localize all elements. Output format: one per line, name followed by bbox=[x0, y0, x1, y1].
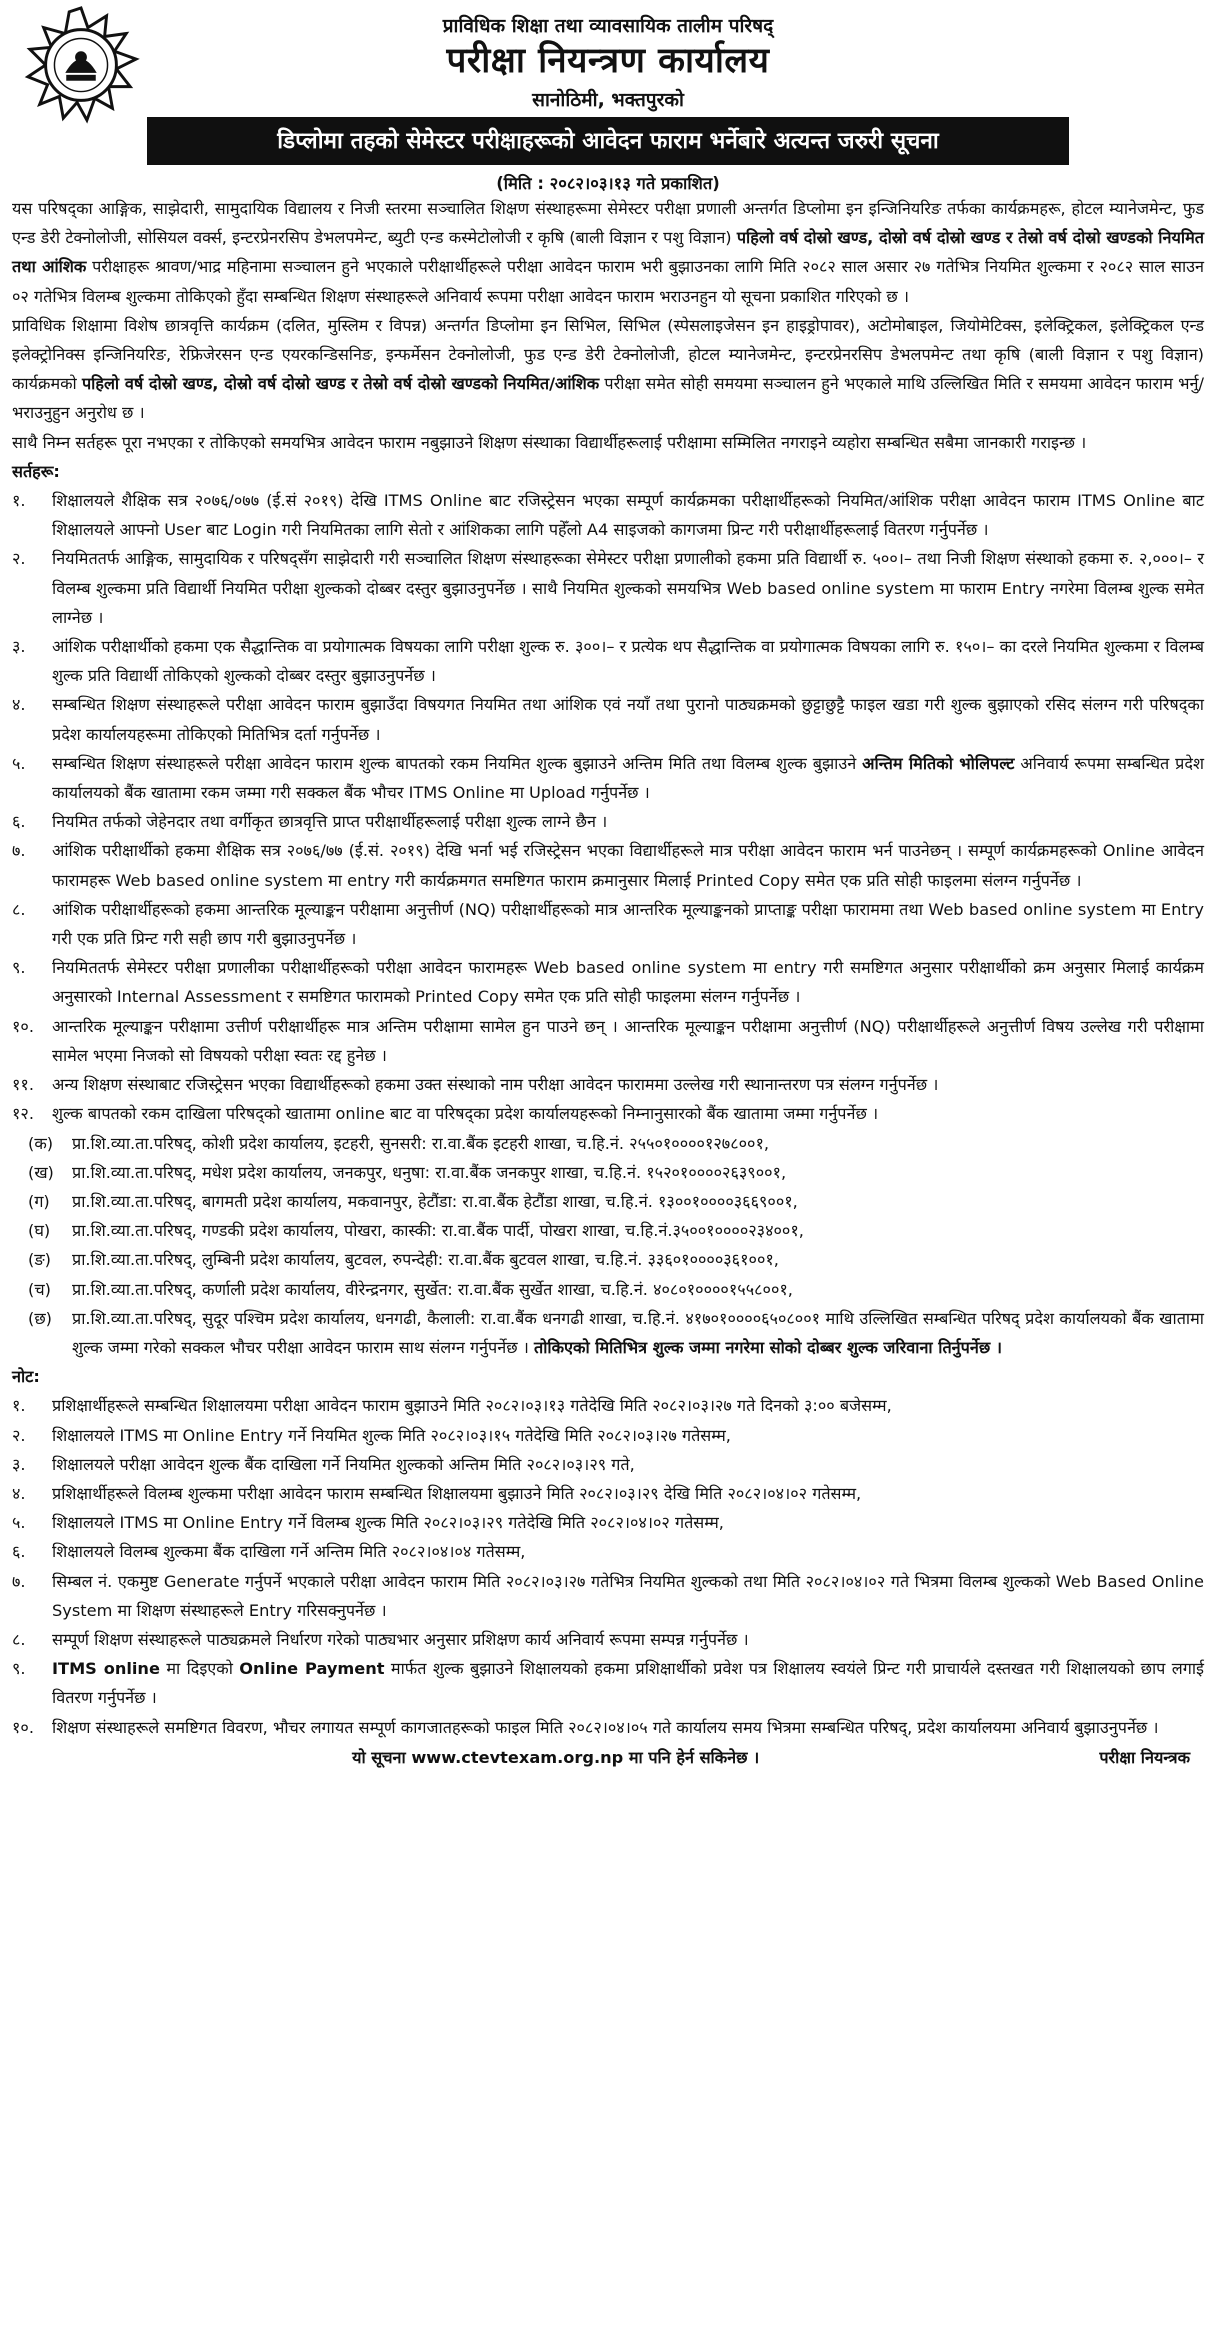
conditions-heading: सर्तहरू: bbox=[12, 461, 60, 481]
condition-item: ९. नियमिततर्फ सेमेस्टर परीक्षा प्रणालीका परीक्षार्थीहरूको परीक्षा आवेदन फारामहरू Web based online system मा entry गरी समष्टिगत अनुसार परीक्षार्थीको क्रम अनुसार मिलाई कार्यक्रम अनुसारको Internal Assessment र समष्टिगत फारामको Printed Copy समेत एक प्रति सोही फाइलमा संलग्न गर्नुपर्नेछ । bbox=[12, 958, 1204, 1007]
condition-item: ७. आंशिक परीक्षार्थीको हकमा शैक्षिक सत्र २०७६/७७ (ई.सं. २०१९) देखि भर्ना भई रजिस्ट्रेसन भएका विद्यार्थीहरूले मात्र परीक्षा आवेदन फाराम भर्न पाउनेछन् । सम्पूर्ण कार्यक्रमहरूको Online आवेदन फारामहरू Web based online system मा entry गरी कार्यक्रमगत समष्टिगत फाराम क्रमानुसार मिलाई Printed Copy समेत एक प्रति सोही फाइलमा संलग्न गर्नुपर्नेछ । bbox=[12, 841, 1204, 890]
office-name: परीक्षा नियन्त्रण कार्यालय bbox=[446, 41, 770, 81]
condition-item: ८. आंशिक परीक्षार्थीहरूको हकमा आन्तरिक मूल्याङ्कन परीक्षामा अनुत्तीर्ण (NQ) परीक्षार्थीहरूको मात्र आन्तरिक मूल्याङ्कनको प्राप्ताङ्क परीक्षा फाराममा तथा Web based online system मा Entry गरी एक प्रति प्रिन्ट गरी सही छाप गरी बुझाउनुपर्नेछ । bbox=[12, 899, 1204, 949]
office-location: सानोठिमी, भक्तपुरको bbox=[532, 89, 684, 111]
notice-title: डिप्लोमा तहको सेमेस्टर परीक्षाहरूको आवेदन फाराम भर्नेबारे अत्यन्त जरुरी सूचना bbox=[147, 117, 1069, 165]
website-line: यो सूचना www.ctevtexam.org.np मा पनि हेर्न सकिनेछ । bbox=[352, 1747, 760, 1767]
intro-paragraph-1: यस परिषद्का आङ्गिक, साझेदारी, सामुदायिक विद्यालय र निजी स्तरमा सञ्चालित शिक्षण संस्थाहरूमा सेमेस्टर परीक्षा प्रणाली अन्तर्गत डिप्लोमा इन इन्जिनियरिङ तर्फका कार्यक्रमहरू, होटल म्यानेजमेन्ट, फुड एन्ड डेरी टेक्नोलोजी, सोसियल वर्क्स, इन्टरप्रेनरसिप डेभलपमेन्ट, ब्युटी एन्ड कस्मेटोलोजी र कृषि (बाली विज्ञान र पशु विज्ञान) पहिलो वर्ष दोस्रो खण्ड, दोस्रो वर्ष दोस्रो खण्ड र तेस्रो वर्ष दोस्रो खण्डको नियमित तथा आंशिक परीक्षाहरू श्रावण/भाद्र महिनामा सञ्चालन हुने भएकाले परीक्षार्थीहरूले परीक्षा आवेदन फाराम भरी बुझाउनका लागि मिति २०८२ साल असार २७ गतेभित्र नियमित शुल्कमा र २०८२ साल साउन ०२ गतेभित्र विलम्ब शुल्कमा तोकिएको हुँदा सम्बन्धित शिक्षण संस्थाहरूले अनिवार्य रूपमा परीक्षा आवेदन फाराम भराउनहुन यो सूचना प्रकाशित गरिएको छ । bbox=[12, 199, 1204, 306]
note-item: ९. ITMS online मा दिइएको Online Payment मार्फत शुल्क बुझाउने शिक्षालयको हकमा प्रशिक्षार्थीको प्रवेश पत्र शिक्षालय स्वयंले प्रिन्ट गरी प्राचार्यले दस्तखत गरी शिक्षालयको छाप लगाई वितरण गर्नुपर्नेछ । bbox=[12, 1659, 1204, 1708]
bank-account-item: (छ) प्रा.शि.व्या.ता.परिषद्, सुदूर पश्चिम प्रदेश कार्यालय, धनगढी, कैलाली: रा.वा.बैंक धनगढी शाखा, च.हि.नं. ४१७०१००००६५०८००१ माथि उल्लिखित सम्बन्धित परिषद् प्रदेश कार्यालयको बैंक खातामा शुल्क जम्मा गरेको सक्कल भौचर परीक्षा आवेदन फाराम साथ संलग्न गर्नुपर्नेछ । तोकिएको मितिभित्र शुल्क जम्मा नगरेमा सोको दोब्बर शुल्क जरिवाना तिर्नुपर्नेछ । bbox=[28, 1308, 1204, 1357]
note-item: १०. शिक्षण संस्थाहरूले समष्टिगत विवरण, भौचर लगायत सम्पूर्ण कागजातहरूको फाइल मिति २०८२।०४।०५ गते कार्यालय समय भित्रमा सम्बन्धित परिषद्, प्रदेश कार्यालयमा अनिवार्य बुझाउनुपर्नेछ । bbox=[12, 1717, 1159, 1737]
publish-date: (मिति : २०८२।०३।१३ गते प्रकाशित) bbox=[496, 174, 720, 193]
note-item: ५. शिक्षालयले ITMS मा Online Entry गर्ने विलम्ब शुल्क मिति २०८२।०३।२९ गतेदेखि मिति २०८२।०४।०२ गतेसम्म, bbox=[12, 1513, 724, 1533]
condition-item: ६. नियमित तर्फको जेहेनदार तथा वर्गीकृत छात्रवृत्ति प्राप्त परीक्षार्थीहरूलाई परीक्षा शुल्क लाग्ने छैन । bbox=[12, 812, 608, 832]
note-item: ६. शिक्षालयले विलम्ब शुल्कमा बैंक दाखिला गर्ने अन्तिम मिति २०८२।०४।०४ गतेसम्म, bbox=[12, 1542, 526, 1562]
condition-item: १०. आन्तरिक मूल्याङ्कन परीक्षामा उत्तीर्ण परीक्षार्थीहरू मात्र अन्तिम परीक्षामा सामेल हुन पाउने छन् । आन्तरिक मूल्याङ्कन परीक्षामा अनुत्तीर्ण (NQ) परीक्षार्थीहरूले अनुत्तीर्ण विषय उल्लेख गरी परीक्षामा सामेल भएमा निजको सो विषयको परीक्षा स्वतः रद्द हुनेछ । bbox=[12, 1016, 1204, 1065]
notice-footer bbox=[12, 1743, 1204, 1772]
condition-item: ३. आंशिक परीक्षार्थीको हकमा एक सैद्धान्तिक वा प्रयोगात्मक विषयका लागि परीक्षा शुल्क रु. ३००।– र प्रत्येक थप सैद्धान्तिक वा प्रयोगात्मक विषयका लागि रु. १५०।– का दरले नियमित शुल्कमा र विलम्ब शुल्क प्रति विद्यार्थी तोकिएको शुल्कको दोब्बर दस्तुर बुझाउनुपर्नेछ । bbox=[12, 637, 1204, 686]
bank-account-item: (क) प्रा.शि.व्या.ता.परिषद्, कोशी प्रदेश कार्यालय, इटहरी, सुनसरी: रा.वा.बैंक इटहरी शाखा, च.हि.नं. २५५०१००००१२७८००१, bbox=[28, 1133, 770, 1153]
note-item: ४. प्रशिक्षार्थीहरूले विलम्ब शुल्कमा परीक्षा आवेदन फाराम सम्बन्धित शिक्षालयमा बुझाउने मिति २०८२।०३।२९ देखि मिति २०८२।०४।०२ गतेसम्म, bbox=[12, 1483, 862, 1503]
bank-account-item: (ङ) प्रा.शि.व्या.ता.परिषद्, लुम्बिनी प्रदेश कार्यालय, बुटवल, रुपन्देही: रा.वा.बैंक बुटवल शाखा, च.हि.नं. ३३६०१००००३६१००१, bbox=[28, 1250, 779, 1270]
note-item: ७. सिम्बल नं. एकमुष्ट Generate गर्नुपर्ने भएकाले परीक्षा आवेदन फाराम मिति २०८२।०३।२७ गतेभित्र नियमित शुल्कको तथा मिति २०८२।०४।०२ गते भित्रमा विलम्ब शुल्कको Web Based Online System मा शिक्षण संस्थाहरूले Entry गरिसक्नुपर्नेछ । bbox=[12, 1571, 1204, 1620]
notice-page bbox=[12, 4, 1204, 1767]
bank-account-item: (ख) प्रा.शि.व्या.ता.परिषद्, मधेश प्रदेश कार्यालय, जनकपुर, धनुषा: रा.वा.बैंक जनकपुर शाखा, च.हि.नं. १५२०१००००२६३९००१, bbox=[28, 1162, 787, 1182]
intro-paragraph-3: साथै निम्न सर्तहरू पूरा नभएका र तोकिएको समयभित्र आवेदन फाराम नबुझाउने शिक्षण संस्थाका विद्यार्थीहरूलाई परीक्षामा सम्मिलित नगराइने व्यहोरा सम्बन्धित सबैमा जानकारी गराइन्छ । bbox=[12, 432, 1087, 452]
note-item: ३. शिक्षालयले परीक्षा आवेदन शुल्क बैंक दाखिला गर्ने नियमित शुल्कको अन्तिम मिति २०८२।०३।२९ गते, bbox=[12, 1454, 635, 1474]
note-item: १. प्रशिक्षार्थीहरूले सम्बन्धित शिक्षालयमा परीक्षा आवेदन फाराम बुझाउने मिति २०८२।०३।१३ गतेदेखि मिति २०८२।०३।२७ गते दिनको ३:०० बजेसम्म, bbox=[12, 1396, 892, 1416]
notice-header bbox=[12, 4, 1204, 193]
notice-body bbox=[12, 194, 1204, 1772]
council-name: प्राविधिक शिक्षा तथा व्यावसायिक तालीम परिषद् bbox=[442, 15, 774, 37]
bank-account-item: (ग) प्रा.शि.व्या.ता.परिषद्, बागमती प्रदेश कार्यालय, मकवानपुर, हेटौंडा: रा.वा.बैंक हेटौंडा शाखा, च.हि.नं. १३००१००००३६६९००१, bbox=[28, 1191, 798, 1211]
condition-item: ४. सम्बन्धित शिक्षण संस्थाहरूले परीक्षा आवेदन फाराम बुझाउँदा विषयगत नियमित तथा आंशिक एवं नयाँ तथा पुरानो पाठ्यक्रमको छुट्टाछुट्टै फाइल खडा गरी शुल्क बुझाएको रसिद संलग्न गरी परिषद्का प्रदेश कार्यालयहरूमा तोकिएको मितिभित्र दर्ता गर्नुपर्नेछ । bbox=[12, 695, 1204, 744]
signoff: परीक्षा नियन्त्रक bbox=[1099, 1747, 1190, 1767]
condition-item: ५. सम्बन्धित शिक्षण संस्थाहरूले परीक्षा आवेदन फाराम शुल्क बापतको रकम नियमित शुल्क बुझाउने अन्तिम मिति तथा विलम्ब शुल्क बुझाउने अन्तिम मितिको भोलिपल्ट अनिवार्य रूपमा सम्बन्धित प्रदेश कार्यालयको बैंक खातामा रकम जम्मा गरी सक्कल बैंक भौचर ITMS Online मा Upload गर्नुपर्नेछ । bbox=[12, 753, 1204, 803]
condition-item: २. नियमिततर्फ आङ्गिक, सामुदायिक र परिषद्सँग साझेदारी गरी सञ्चालित शिक्षण संस्थाहरूका सेमेस्टर परीक्षा प्रणालीको हकमा प्रति विद्यार्थी रु. ५००।– तथा निजी शिक्षण संस्थाको हकमा रु. २,०००।– र विलम्ब शुल्कमा प्रति विद्यार्थी नियमित परीक्षा शुल्कको दोब्बर दस्तुर बुझाउनुपर्नेछ । साथै नियमित शुल्कको समयभित्र Web based online system मा फाराम Entry नगरेमा विलम्ब शुल्क समेत लाग्नेछ । bbox=[12, 549, 1204, 627]
bank-account-item: (च) प्रा.शि.व्या.ता.परिषद्, कर्णाली प्रदेश कार्यालय, वीरेन्द्रनगर, सुर्खेत: रा.वा.बैंक सुर्खेत शाखा, च.हि.नं. ४०८०१००००१५५८००१, bbox=[28, 1279, 793, 1299]
intro-paragraph-2: प्राविधिक शिक्षामा विशेष छात्रवृत्ति कार्यक्रम (दलित, मुस्लिम र विपन्न) अन्तर्गत डिप्लोमा इन सिभिल, सिभिल (स्पेसलाइजेसन इन हाइड्रोपावर), अटोमोबाइल, जियोमेटिक्स, इलेक्ट्रिकल, इलेक्ट्रिकल एन्ड इलेक्ट्रोनिक्स इन्जिनियरिङ, रेफ्रिजेरसन एन्ड एयरकन्डिसनिङ, इन्फर्मेसन टेक्नोलोजी, फुड एन्ड डेरी टेक्नोलोजी, होटल म्यानेजमेन्ट, इन्टरप्रेनरसिप डेभलपमेन्ट तथा कृषि (बाली विज्ञान र पशु विज्ञान) कार्यक्रमको पहिलो वर्ष दोस्रो खण्ड, दोस्रो वर्ष दोस्रो खण्ड र तेस्रो वर्ष दोस्रो खण्डको नियमित/आंशिक परीक्षा समेत सोही समयमा सञ्चालन हुने भएकाले माथि उल्लिखित मिति र समयमा आवेदन फाराम भर्नु/भराउनुहुन अनुरोध छ । bbox=[12, 315, 1204, 423]
condition-item: १२. शुल्क बापतको रकम दाखिला परिषद्को खातामा online बाट वा परिषद्का प्रदेश कार्यालयहरूको निम्नानुसारको बैंक खातामा जम्मा गर्नुपर्नेछ । bbox=[12, 1104, 879, 1124]
note-item: २. शिक्षालयले ITMS मा Online Entry गर्ने नियमित शुल्क मिति २०८२।०३।१५ गतेदेखि मिति २०८२।०३।२७ गतेसम्म, bbox=[12, 1425, 731, 1445]
note-item: ८. सम्पूर्ण शिक्षण संस्थाहरूले पाठ्यक्रमले निर्धारण गरेको पाठ्यभार अनुसार प्रशिक्षण कार्य अनिवार्य रूपमा सम्पन्न गर्नुपर्नेछ । bbox=[12, 1629, 749, 1649]
condition-item: ११. अन्य शिक्षण संस्थाबाट रजिस्ट्रेसन भएका विद्यार्थीहरूको हकमा उक्त संस्थाको नाम परीक्षा आवेदन फाराममा उल्लेख गरी स्थानान्तरण पत्र संलग्न गर्नुपर्नेछ । bbox=[12, 1075, 939, 1095]
bank-account-item: (घ) प्रा.शि.व्या.ता.परिषद्, गण्डकी प्रदेश कार्यालय, पोखरा, कास्की: रा.वा.बैंक पार्दी, पोखरा शाखा, च.हि.नं.३५००१००००२३४००१, bbox=[28, 1221, 804, 1241]
condition-item: १. शिक्षालयले शैक्षिक सत्र २०७६/०७७ (ई.सं २०१९) देखि ITMS Online बाट रजिस्ट्रेसन भएका सम्पूर्ण कार्यक्रमका परीक्षार्थीहरूको नियमित/आंशिक परीक्षा आवेदन फाराम ITMS Online बाट शिक्षालयले आफ्नो User बाट Login गरी नियमितका लागि सेतो र आंशिकका लागि पहेँलो A4 साइजको कागजमा प्रिन्ट गरी परीक्षार्थीहरूलाई वितरण गर्नुपर्नेछ । bbox=[12, 491, 1204, 540]
notes-heading: नोट: bbox=[12, 1367, 40, 1387]
